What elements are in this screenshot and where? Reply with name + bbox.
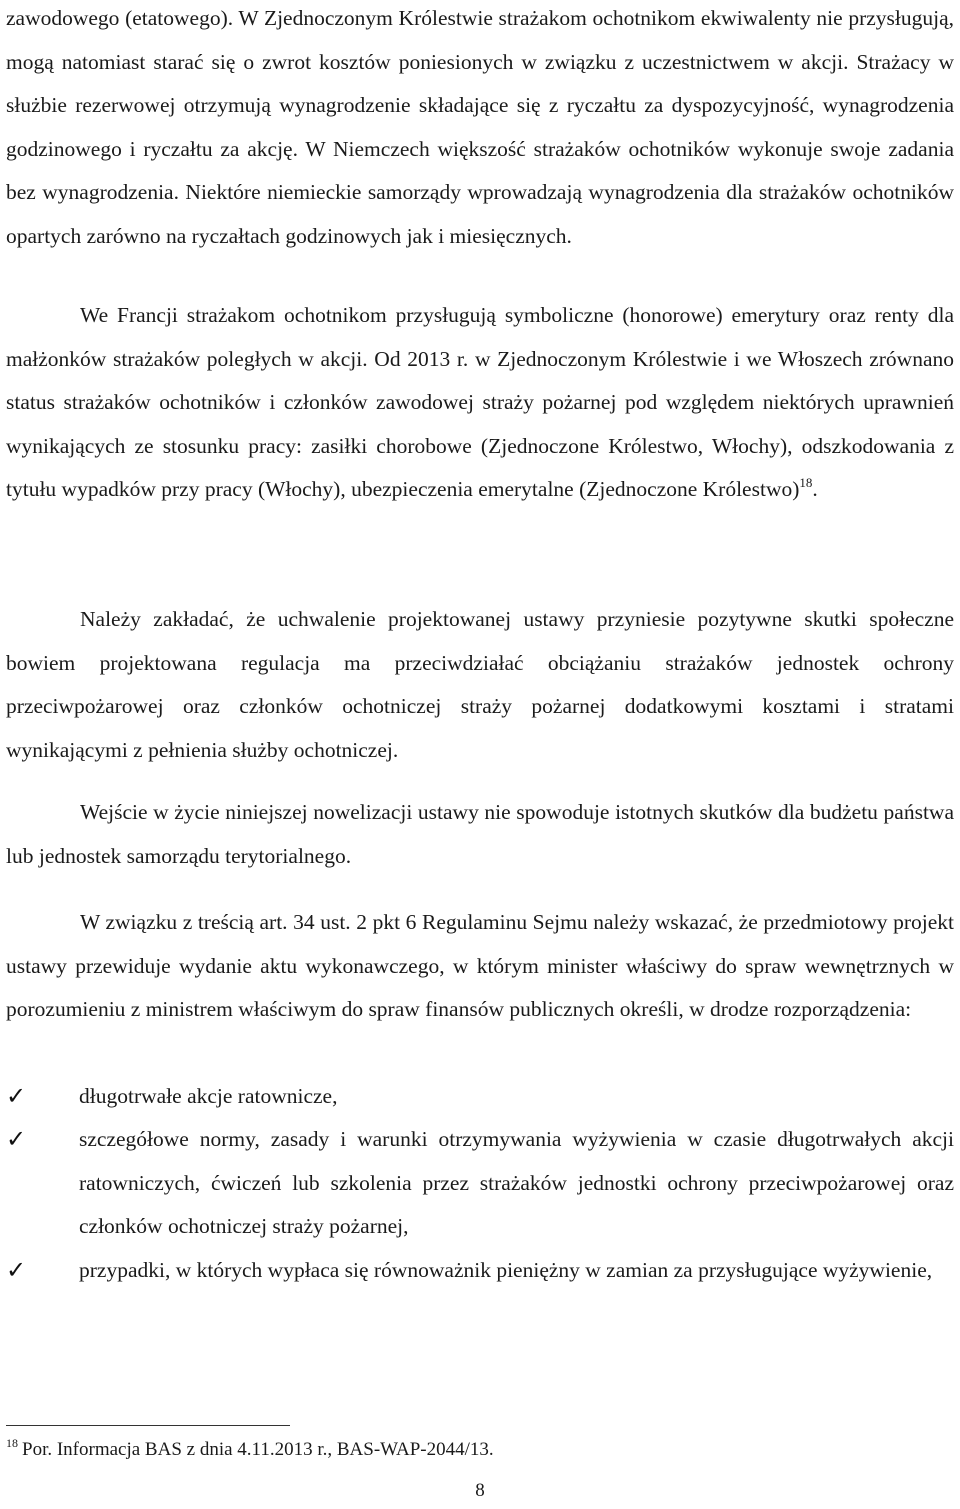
- check-mark-icon: ✓: [6, 1082, 27, 1110]
- footnote-number: 18: [6, 1436, 18, 1450]
- footnote: [6, 1430, 494, 1463]
- paragraph-4-text: Wejście w życie niniejszej nowelizacji ustawy nie spowoduje istotnych skutków dla budżetu państwa lub jednostek samorządu terytorialnego.: [6, 800, 954, 868]
- page-number: 8: [475, 1480, 485, 1501]
- check-mark-icon: ✓: [6, 1125, 27, 1153]
- list-item-text: długotrwałe akcje ratownicze,: [79, 1084, 338, 1108]
- paragraph-5-text: W związku z treścią art. 34 ust. 2 pkt 6 Regulaminu Sejmu należy wskazać, że przedmiotowy projekt ustawy przewiduje wydanie aktu wykonawczego, w którym minister właściwy do spraw wewnętrznych w porozumieniu z ministrem właściwym do spraw finansów publicznych określi, w drodze rozporządzenia:: [6, 910, 954, 1021]
- list-item-text: szczegółowe normy, zasady i warunki otrzymywania wyżywienia w czasie długotrwałych akcji ratowniczych, ćwiczeń lub szkolenia przez strażaków jednostki ochrony przeciwpożarowej oraz członków ochotniczej straży pożarnej,: [79, 1127, 954, 1238]
- paragraph-3: [6, 598, 954, 772]
- paragraph-3-text: Należy zakładać, że uchwalenie projektowanej ustawy przyniesie pozytywne skutki społeczne bowiem projektowana regulacja ma przeciwdziałać obciążaniu strażaków jednostek ochrony przeciwpożarowej oraz członków ochotniczej straży pożarnej dodatkowymi kosztami i stratami wynikającymi z pełnienia służby ochotniczej.: [6, 607, 954, 762]
- check-mark-icon: ✓: [6, 1256, 27, 1284]
- paragraph-4: [6, 791, 954, 878]
- paragraph-2-text: We Francji strażakom ochotnikom przysługują symboliczne (honorowe) emerytury oraz renty dla małżonków strażaków poległych w akcji. Od 2013 r. w Zjednoczonym Królestwie i we Włoszech zrównano status strażaków ochotników i członków zawodowej straży pożarnej pod względem niektórych uprawnień wynikających ze stosunku pracy: zasiłki chorobowe (Zjednoczone Królestwo, Włochy), odszkodowania z tytułu wypadków przy pracy (Włochy), ubezpieczenia emerytalne (Zjednoczone Królestwo): [6, 303, 954, 501]
- footnote-separator: [6, 1425, 290, 1426]
- list-item: [6, 1249, 954, 1293]
- footnote-reference: 18: [799, 475, 813, 490]
- paragraph-5: [6, 901, 954, 1032]
- list-item: [6, 1118, 954, 1249]
- list-item-text: przypadki, w których wypłaca się równoważnik pieniężny w zamian za przysługujące wyżywienie,: [79, 1258, 933, 1282]
- paragraph-1: [6, 0, 954, 258]
- paragraph-2: [6, 294, 954, 512]
- paragraph-2-end: .: [812, 477, 818, 501]
- list-item: [6, 1075, 954, 1119]
- paragraph-1-text: zawodowego (etatowego). W Zjednoczonym Królestwie strażakom ochotnikom ekwiwalenty nie przysługują, mogą natomiast starać się o zwrot kosztów poniesionych w związku z uczestnictwem w akcji. Strażacy w służbie rezerwowej otrzymują wynagrodzenie składające się z ryczałtu za dyspozycyjność, wynagrodzenia godzinowego i ryczałtu za akcję. W Niemczech większość strażaków ochotników wykonuje swoje zadania bez wynagrodzenia. Niektóre niemieckie samorządy wprowadzają wynagrodzenia dla strażaków ochotników opartych zarówno na ryczałtach godzinowych jak i miesięcznych.: [6, 6, 954, 248]
- footnote-text: Por. Informacja BAS z dnia 4.11.2013 r., BAS-WAP-2044/13.: [22, 1439, 494, 1460]
